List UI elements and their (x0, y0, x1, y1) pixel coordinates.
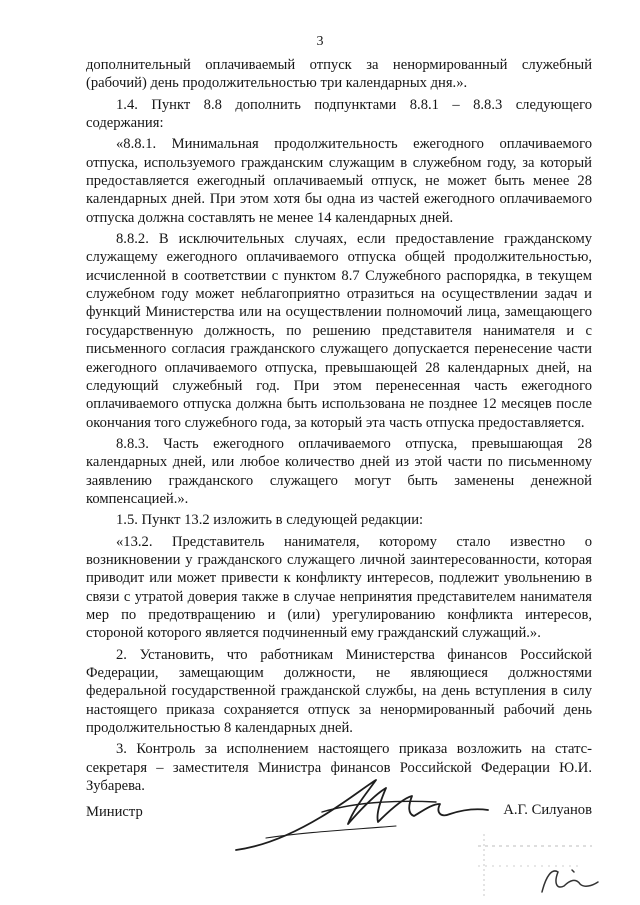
faded-stamp-mark (472, 826, 632, 902)
signatory-name: А.Г. Силуанов (503, 802, 592, 818)
paragraph-1-4: 1.4. Пункт 8.8 дополнить подпунктами 8.8.1 – 8.8.3 следующего содержания: (86, 96, 592, 132)
signatory-title: Министр (86, 804, 143, 820)
paragraph-8-8-1: «8.8.1. Минимальная продолжительность ежегодного оплачиваемого отпуска, используемого гражданским служащим в служебном году, за который предоставляется ежегодный оплачиваемый отпуск, не может быть менее 28 календарных дней. При этом хотя бы одна из частей ежегодного оплачиваемого отпуска должна составлять не менее 14 календарных дней. (86, 136, 592, 226)
document-body (86, 56, 592, 798)
paragraph-13-2: «13.2. Представитель нанимателя, которому стало известно о возникновении у гражданского служащего личной заинтересованности, которая приводит или может привести к конфликту интересов, подлежит увольнению в связи с утратой доверия также в случае непринятия представителем нанимателя мер по предотвращению и (или) урегулированию конфликта интересов, стороной которого является подчиненный ему гражданский служащий.». (86, 533, 592, 642)
paragraph-3: 3. Контроль за исполнением настоящего приказа возложить на статс-секретаря – заместителя Министра финансов Российской Федерации Ю.И. Зубарева. (86, 741, 592, 795)
paragraph-8-8-2: 8.8.2. В исключительных случаях, если предоставление гражданскому служащему ежегодного оплачиваемого отпуска общей продолжительностью, исчисленной в соответствии с пунктом 8.7 Служебного распорядка, в текущем служебном году может неблагоприятно отразиться на осуществлении задач и функций Министерства или на осуществлении полномочий лица, замещающего государственную должность, по решению представителя нанимателя и с письменного согласия гражданского служащего допускается перенесение части ежегодного оплачиваемого отпуска, превышающей 28 календарных дней, на следующий служебный год. При этом перенесенная часть ежегодного оплачиваемого отпуска должна быть использована не позднее 12 месяцев после окончания того служебного года, за который эта часть отпуска предоставляется. (86, 231, 592, 431)
paragraph-continuation: дополнительный оплачиваемый отпуск за ненормированный служебный (рабочий) день продолжительностью три календарных дня.». (86, 57, 592, 92)
paragraph-8-8-3: 8.8.3. Часть ежегодного оплачиваемого отпуска, превышающая 28 календарных дней, или любое количество дней из этой части по письменному заявлению гражданского служащего могут быть заменены денежной компенсацией.». (86, 435, 592, 507)
paragraph-1-5: 1.5. Пункт 13.2 изложить в следующей редакции: (116, 512, 424, 529)
page-number: 3 (316, 34, 324, 49)
paragraph-2: 2. Установить, что работникам Министерства финансов Российской Федерации, замещающим должности, не являющиеся должностями федеральной государственной гражданской службы, на день вступления в силу настоящего приказа сохраняется отпуск за ненормированный рабочий день продолжительностью 8 календарных дней. (86, 646, 592, 737)
